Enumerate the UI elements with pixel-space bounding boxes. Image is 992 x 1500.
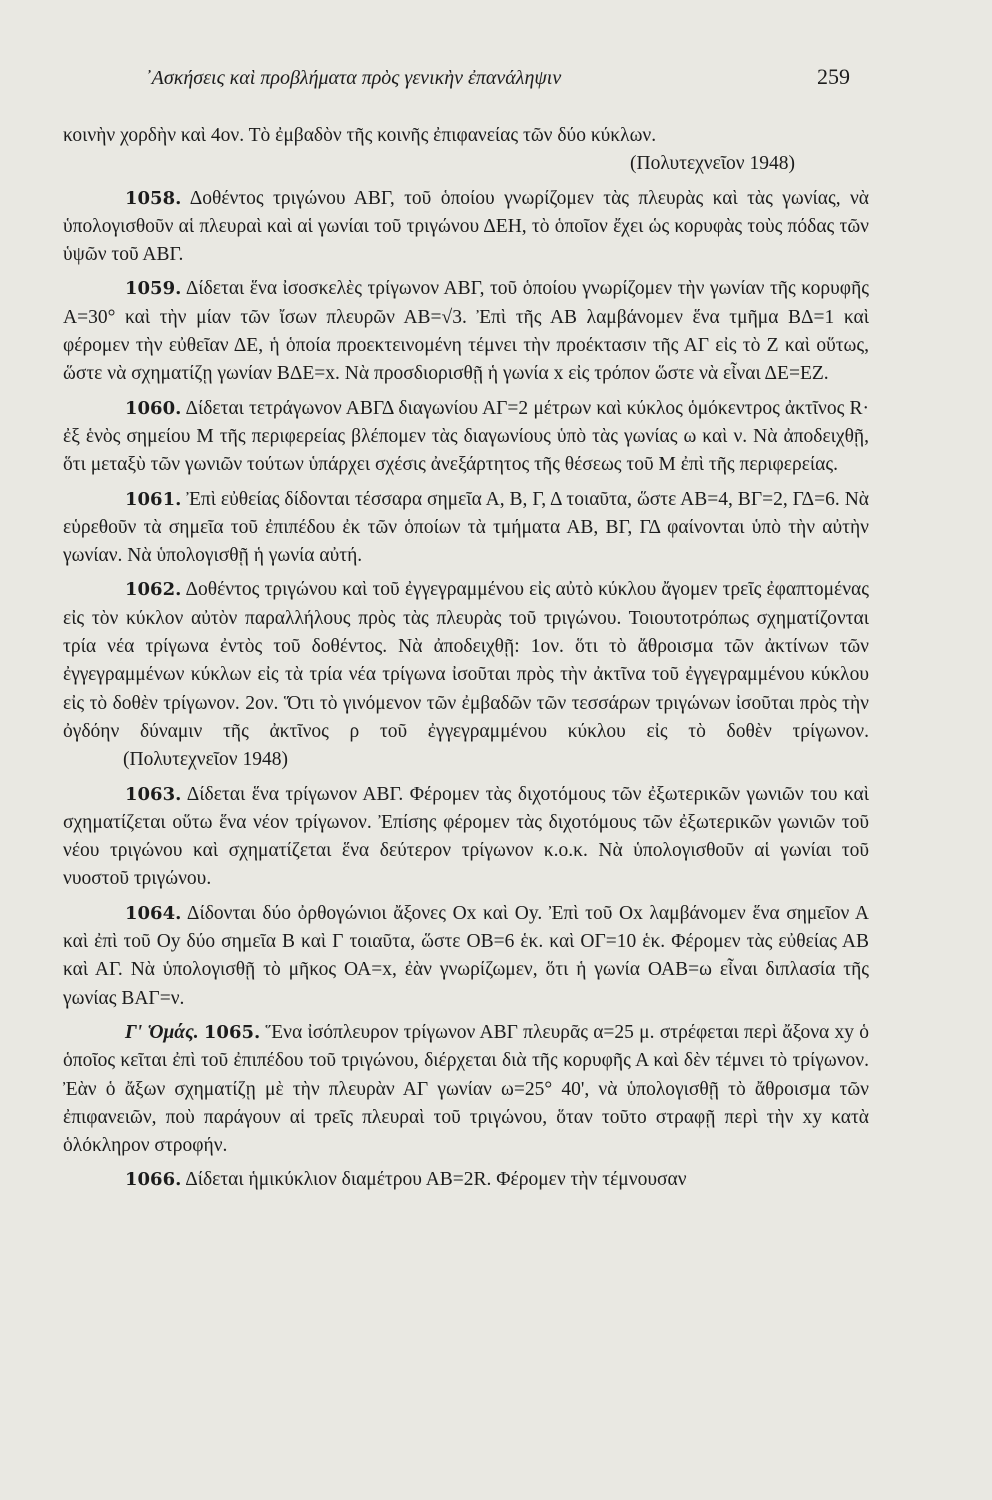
- problem-1061: [63, 486, 869, 571]
- group-heading: Γ' Ὁμάς.: [125, 1021, 199, 1043]
- problem-1058: [63, 185, 869, 270]
- page-number: 259: [817, 64, 850, 89]
- problem-text: Ἐπὶ εὐθείας δίδονται τέσσαρα σημεῖα Α, Β, Γ, Δ τοιαῦτα, ὥστε ΑΒ=4, ΒΓ=2, ΓΔ=6. Νὰ εὑρεθοῦν τὰ σημεῖα τοῦ ἐπιπέδου ἐκ τῶν ὁποίων τὰ τμήματα ΑΒ, ΒΓ, ΓΔ φαίνονται ὑπὸ τὴν αὐτὴν γωνίαν. Νὰ ὑπολογισθῇ ἡ γωνία αὐτή.: [63, 488, 869, 567]
- problem-text: Δίδονται δύο ὀρθογώνιοι ἄξονες Ox καὶ Oy. Ἐπὶ τοῦ Ox λαμβάνομεν ἕνα σημεῖον Α καὶ ἐπὶ τοῦ Oy δύο σημεῖα Β καὶ Γ τοιαῦτα, ὥστε ΟΒ=6 ἑκ. καὶ ΟΓ=10 ἑκ. Φέρομεν τὰς εὐθείας ΑΒ καὶ ΑΓ. Νὰ ὑπολογισθῇ τὸ μῆκος ΟΑ=x, ἐὰν γνωρίζωμεν, ὅτι ἡ γωνία ΟΑΒ=ω εἶναι διπλασία τῆς γωνίας ΒΑΓ=ν.: [63, 902, 869, 1009]
- problem-1064: [63, 900, 869, 1013]
- problem-number: 1059.: [125, 278, 182, 300]
- problem-number: 1063.: [125, 783, 182, 805]
- problem-number: 1062.: [125, 579, 182, 601]
- problem-number: 1066.: [125, 1169, 182, 1191]
- intro-paragraph: [63, 122, 869, 179]
- problem-credit: (Πολυτεχνεῖον 1948): [123, 749, 288, 771]
- problem-text: Δοθέντος τριγώνου ΑΒΓ, τοῦ ὁποίου γνωρίζομεν τὰς πλευρὰς καὶ τὰς γωνίας, νὰ ὑπολογισθοῦν αἱ πλευραὶ καὶ αἱ γωνίαι τοῦ τριγώνου ΔΕΗ, τὸ ὁποῖον ἔχει ὡς κορυφὰς τοὺς πόδας τῶν ὑψῶν τοῦ ΑΒΓ.: [63, 187, 869, 266]
- running-title: ᾿Ασκήσεις καὶ προβλήματα πρὸς γενικὴν ἐπανάληψιν: [145, 67, 562, 89]
- problem-1060: [63, 395, 869, 480]
- problem-1059: [63, 275, 869, 388]
- problem-1066: [63, 1166, 869, 1194]
- problem-text: Δίδεται ἕνα τρίγωνον ΑΒΓ. Φέρομεν τὰς διχοτόμους τῶν ἐξωτερικῶν γωνιῶν του καὶ σχηματίζεται οὕτω ἕνα νέον τρίγωνον. Ἐπίσης φέρομεν τὰς διχοτόμους τῶν ἐξωτερικῶν γωνιῶν τοῦ νέου τριγώνου καὶ σχηματίζεται ἕνα δεύτερον τρίγωνον κ.ο.κ. Νὰ ὑπολογισθοῦν αἱ γωνίαι τοῦ νυοστοῦ τριγώνου.: [63, 783, 869, 890]
- page-header: [145, 64, 850, 90]
- body-text: [63, 122, 869, 1201]
- intro-credit: (Πολυτεχνεῖον 1948): [630, 153, 795, 175]
- problem-1063: [63, 781, 869, 894]
- problem-number: 1060.: [125, 397, 182, 419]
- problem-text: Δίδεται ἡμικύκλιον διαμέτρου ΑΒ=2R. Φέρομεν τὴν τέμνουσαν: [185, 1169, 687, 1191]
- problem-text: Ἕνα ἰσόπλευρον τρίγωνον ΑΒΓ πλευρᾶς α=25 μ. στρέφεται περὶ ἄξονα xy ὁ ὁποῖος κεῖται ἐπὶ τοῦ ἐπιπέδου τοῦ τριγώνου, διέρχεται διὰ τῆς κορυφῆς Α καὶ δὲν τέμνει τὸ τρίγωνον. Ἐὰν ὁ ἄξων σχηματίζῃ μὲ τὴν πλευρὰν ΑΓ γωνίαν ω=25° 40', νὰ ὑπολογισθῇ τὸ ἄθροισμα τῶν ἐπιφανειῶν, ποὺ παράγουν αἱ τρεῖς πλευραὶ τοῦ τριγώνου, ὅταν τοῦτο στραφῇ περὶ τὴν xy κατὰ ὁλόκληρον στροφήν.: [63, 1021, 870, 1157]
- problem-number: 1065.: [203, 1021, 261, 1043]
- problem-number: 1058.: [125, 187, 182, 209]
- problem-text: Δίδεται τετράγωνον ΑΒΓΔ διαγωνίου ΑΓ=2 μέτρων καὶ κύκλος ὁμόκεντρος ἀκτῖνος R· ἐξ ἑνὸς σημείου Μ τῆς περιφερείας βλέπομεν τὰς διαγωνίους ὑπὸ τὰς γωνίας ω καὶ ν. Νὰ ἀποδειχθῇ, ὅτι μεταξὺ τῶν γωνιῶν τούτων ὑπάρχει σχέσις ἀνεξάρτητος τῆς θέσεως τοῦ Μ ἐπὶ τῆς περιφερείας.: [63, 397, 869, 476]
- problem-text: Δοθέντος τριγώνου καὶ τοῦ ἐγγεγραμμένου εἰς αὐτὸ κύκλου ἄγομεν τρεῖς ἐφαπτομένας εἰς τὸν κύκλον αὐτὸν παραλλήλους πρὸς τὰς πλευρὰς τοῦ τριγώνου. Τοιουτοτρόπως σχηματίζονται τρία νέα τρίγωνα ἐντὸς τοῦ δοθέντος. Νὰ ἀποδειχθῇ: 1ον. ὅτι τὸ ἄθροισμα τῶν ἀκτίνων τῶν ἐγγεγραμμένων κύκλων εἰς τὰ τρία νέα τρίγωνα ἰσοῦται πρὸς τὴν ἀκτῖνα τοῦ ἐγγεγραμμένου κύκλου εἰς τὸ δοθὲν τρίγωνον. 2ον. Ὅτι τὸ γινόμενον τῶν ἐμβαδῶν τῶν τεσσάρων τριγώνων ἰσοῦται πρὸς τὴν ὀγδόην δύναμιν τῆς ἀκτῖνος ρ τοῦ ἐγγεγραμμένου κύκλου εἰς τὸ δοθὲν τρίγωνον.: [63, 579, 869, 742]
- problem-number: 1061.: [125, 488, 182, 510]
- problem-1062: [63, 576, 869, 774]
- intro-text: κοινὴν χορδὴν καὶ 4ον. Τὸ ἐμβαδὸν τῆς κοινῆς ἐπιφανείας τῶν δύο κύκλων.: [63, 125, 657, 146]
- problem-1065: [63, 1019, 869, 1160]
- problem-number: 1064.: [125, 902, 182, 924]
- problem-text: Δίδεται ἕνα ἰσοσκελὲς τρίγωνον ΑΒΓ, τοῦ ὁποίου γνωρίζομεν τὴν γωνίαν τῆς κορυφῆς Α=30° καὶ τὴν μίαν τῶν ἴσων πλευρῶν ΑΒ=√3. Ἐπὶ τῆς ΑΒ λαμβάνομεν ἕνα τμῆμα ΒΔ=1 καὶ φέρομεν τὴν εὐθεῖαν ΔΕ, ἡ ὁποία προεκτεινομένη τέμνει τὴν προέκτασιν τῆς ΑΓ εἰς τὸ Ζ καὶ οὕτως, ὥστε νὰ σχηματίζῃ γωνίαν ΒΔΕ=x. Νὰ προσδιορισθῇ ἡ γωνία x εἰς τρόπον ὥστε νὰ εἶναι ΔΕ=ΕΖ.: [63, 278, 869, 385]
